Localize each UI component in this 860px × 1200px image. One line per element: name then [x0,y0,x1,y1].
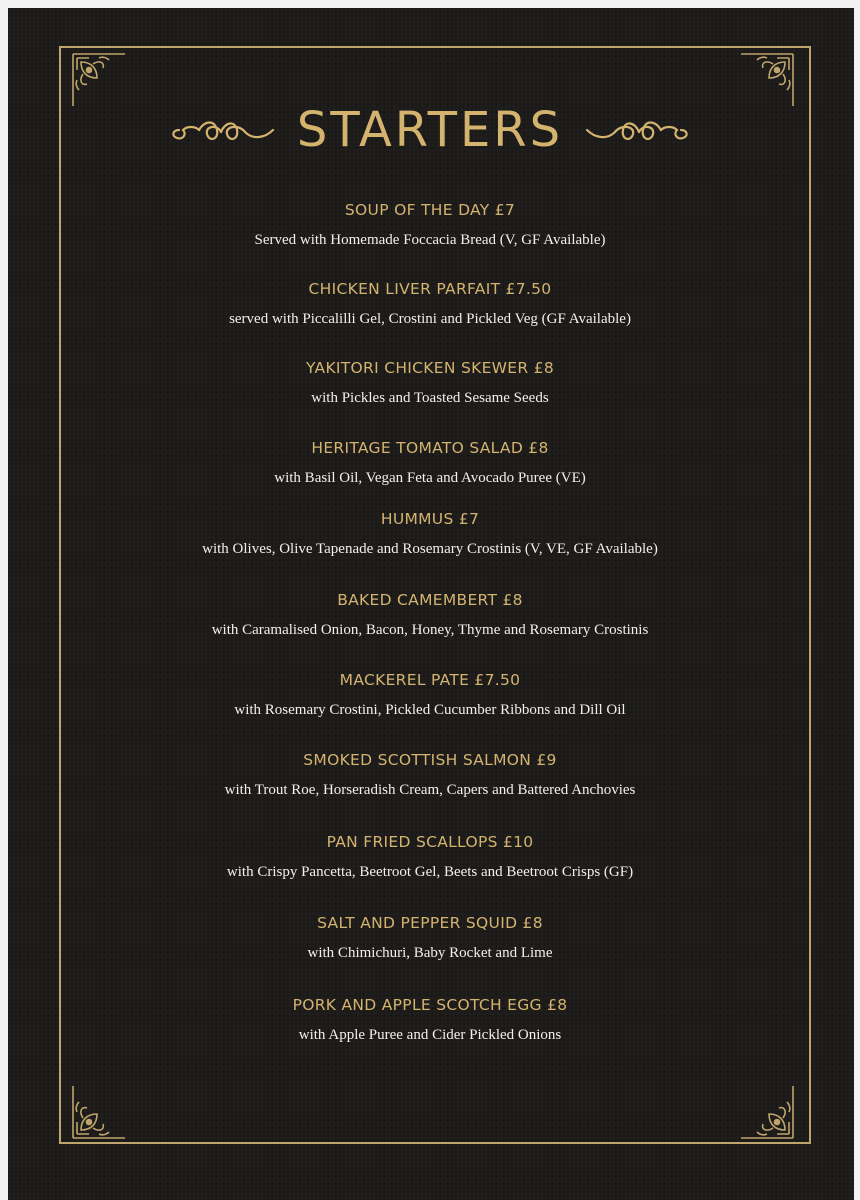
menu-item [0,995,860,1045]
flourish-icon [169,110,279,150]
menu-item-name: SMOKED SCOTTISH SALMON £9 [303,751,557,769]
menu-item [0,590,860,640]
menu-item-description: with Crispy Pancetta, Beetroot Gel, Beets and Beetroot Crisps (GF) [226,864,634,880]
menu-item-name: YAKITORI CHICKEN SKEWER £8 [305,359,555,377]
page-title: STARTERS [296,102,564,158]
menu-item-name: HUMMUS £7 [380,510,480,528]
corner-ornament-icon [69,1082,129,1142]
menu-item-name: CHICKEN LIVER PARFAIT £7.50 [308,280,552,298]
menu-item-name: BAKED CAMEMBERT £8 [337,591,523,609]
menu-item-description: with Olives, Olive Tapenade and Rosemary Crostinis (V, VE, GF Available) [202,541,658,557]
menu-item [0,670,860,720]
menu-item [0,750,860,800]
menu-item [0,200,860,250]
menu-item-name: PORK AND APPLE SCOTCH EGG £8 [292,996,568,1014]
menu-item [0,279,860,329]
menu-item-name: PAN FRIED SCALLOPS £10 [326,833,534,851]
menu-item-description: with Apple Puree and Cider Pickled Onions [298,1027,562,1043]
menu-item-description: with Caramalised Onion, Bacon, Honey, Thyme and Rosemary Crostinis [211,622,649,638]
menu-item-description: with Basil Oil, Vegan Feta and Avocado Puree (VE) [274,470,586,486]
menu-item-name: SALT AND PEPPER SQUID £8 [317,914,543,932]
menu-item [0,832,860,882]
menu-item [0,913,860,963]
menu-item-description: with Pickles and Toasted Sesame Seeds [311,390,549,406]
menu-item-description: served with Piccalilli Gel, Crostini and Pickled Veg (GF Available) [229,311,631,327]
menu-item-description: with Chimichuri, Baby Rocket and Lime [307,945,553,961]
menu-item-description: Served with Homemade Foccacia Bread (V, GF Available) [254,232,606,248]
menu-item [0,509,860,559]
menu-item-name: SOUP OF THE DAY £7 [344,201,516,219]
corner-ornament-icon [737,1082,797,1142]
menu-item-name: HERITAGE TOMATO SALAD £8 [311,439,549,457]
menu-item-description: with Trout Roe, Horseradish Cream, Capers and Battered Anchovies [224,782,636,798]
menu-item-name: MACKEREL PATE £7.50 [339,671,521,689]
menu-item-description: with Rosemary Crostini, Pickled Cucumber Ribbons and Dill Oil [234,702,626,718]
title-row [0,95,860,165]
menu-item [0,438,860,488]
flourish-icon [581,110,691,150]
menu-item [0,358,860,408]
